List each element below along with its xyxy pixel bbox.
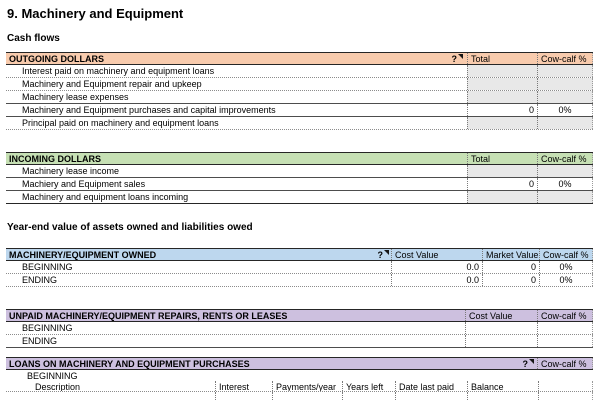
table-row: [6, 91, 593, 104]
column-header-cowcalf: Cow-calf %: [537, 310, 593, 321]
column-header-date-last-paid: Date last paid: [395, 381, 467, 391]
row-label: Machiery and Equipment sales: [22, 179, 146, 189]
table-row: [6, 78, 593, 91]
loans-entry-row: [6, 392, 593, 400]
description-cell[interactable]: [6, 392, 215, 400]
column-header-description: Description: [35, 382, 81, 391]
total-cell: [467, 65, 537, 77]
date-last-paid-cell[interactable]: [395, 392, 467, 400]
help-question-mark: ?: [377, 249, 383, 260]
cowcalf-cell: [537, 65, 593, 77]
page-title: 9. Machinery and Equipment: [7, 6, 184, 21]
cowcalf-cell: [537, 117, 593, 129]
column-header-interest: Interest: [215, 381, 272, 391]
column-header-total: Total: [467, 53, 537, 64]
column-header-cowcalf: Cow-calf %: [537, 53, 593, 64]
table-row: [6, 322, 593, 335]
incoming-header-row: [6, 152, 593, 165]
interest-cell[interactable]: [215, 392, 272, 400]
incoming-title: INCOMING DOLLARS: [9, 154, 101, 164]
row-label: Machinery and Equipment purchases and capital improvements: [22, 105, 276, 115]
cost-value-cell[interactable]: 0.0: [391, 274, 482, 286]
outgoing-header-row: [6, 52, 593, 65]
row-label: Machinery lease income: [22, 166, 120, 176]
help-question-mark: ?: [522, 358, 528, 369]
cowcalf-cell: [537, 191, 593, 203]
row-label: ENDING: [22, 336, 58, 346]
column-header-cost-value: Cost Value: [465, 310, 537, 321]
unpaid-header-row: [6, 309, 593, 322]
row-label: Machinery lease expenses: [22, 92, 129, 102]
loans-title: LOANS ON MACHINERY AND EQUIPMENT PURCHASES: [9, 358, 250, 369]
outgoing-dollars-table: [6, 52, 593, 130]
comment-indicator-icon: [458, 54, 463, 59]
loans-detail-header-row: [6, 381, 593, 392]
unpaid-title: UNPAID MACHINERY/EQUIPMENT REPAIRS, RENTS OR LEASES: [9, 311, 288, 321]
column-header-years-left: Years left: [342, 381, 395, 391]
column-header-balance: Balance: [467, 381, 538, 391]
table-row: [6, 261, 593, 274]
row-label: ENDING: [22, 275, 58, 285]
column-header-cowcalf: Cow-calf %: [537, 358, 593, 369]
loans-table: [6, 357, 593, 400]
table-row: [6, 191, 593, 204]
row-label: BEGINNING: [22, 262, 73, 272]
owned-table: [6, 248, 593, 287]
comment-indicator-icon: [529, 359, 534, 364]
cowcalf-cell: [537, 91, 593, 103]
cowcalf-cell[interactable]: 0%: [537, 178, 593, 190]
year-end-heading: Year-end value of assets owned and liabilities owed: [7, 222, 253, 233]
outgoing-header-cell: [6, 53, 467, 64]
table-row: [6, 274, 593, 287]
row-label: Machinery and Equipment repair and upkeep: [22, 79, 202, 89]
row-label: BEGINNING: [27, 371, 78, 381]
cowcalf-cell[interactable]: [537, 322, 593, 334]
table-row: [6, 117, 593, 130]
row-label: Machinery and equipment loans incoming: [22, 192, 189, 202]
row-label: Interest paid on machinery and equipment loans: [22, 66, 215, 76]
owned-title: MACHINERY/EQUIPMENT OWNED: [9, 249, 157, 260]
market-value-cell[interactable]: 0: [482, 274, 539, 286]
row-label: BEGINNING: [22, 323, 73, 333]
comment-indicator-icon: [384, 250, 389, 255]
cowcalf-cell[interactable]: 0%: [537, 104, 593, 116]
column-header-payments-year: Payments/year: [272, 381, 342, 391]
balance-cell[interactable]: [467, 392, 538, 400]
table-row: [6, 65, 593, 78]
cowcalf-cell[interactable]: [537, 335, 593, 347]
total-cell: [467, 117, 537, 129]
cowcalf-cell[interactable]: [538, 392, 593, 400]
total-cell: [467, 91, 537, 103]
cost-value-cell[interactable]: 0.0: [391, 261, 482, 273]
row-label: Principal paid on machinery and equipment loans: [22, 118, 219, 128]
loans-beginning-row: [6, 370, 593, 381]
table-row: [6, 335, 593, 348]
incoming-dollars-table: [6, 152, 593, 204]
total-cell[interactable]: 0: [467, 178, 537, 190]
cost-value-cell[interactable]: [465, 322, 537, 334]
total-cell: [467, 191, 537, 203]
table-row: [6, 165, 593, 178]
cowcalf-cell[interactable]: 0%: [539, 261, 593, 273]
column-header-market-value: Market Value: [482, 249, 539, 260]
column-header-cowcalf: Cow-calf %: [537, 153, 593, 164]
table-row: [6, 104, 593, 117]
total-cell: [467, 78, 537, 90]
cowcalf-cell: [537, 78, 593, 90]
loans-header-row: [6, 357, 593, 370]
column-header-cowcalf: Cow-calf %: [539, 249, 593, 260]
owned-header-row: [6, 248, 593, 261]
help-icon[interactable]: [452, 53, 464, 64]
cost-value-cell[interactable]: [465, 335, 537, 347]
help-icon[interactable]: [378, 249, 390, 260]
cowcalf-cell[interactable]: 0%: [539, 274, 593, 286]
help-icon[interactable]: [523, 358, 535, 369]
owned-header-cell: [6, 249, 391, 260]
unpaid-table: [6, 309, 593, 348]
years-left-cell[interactable]: [342, 392, 395, 400]
cash-flows-heading: Cash flows: [7, 33, 60, 44]
column-header-total: Total: [467, 153, 537, 164]
market-value-cell[interactable]: 0: [482, 261, 539, 273]
total-cell[interactable]: 0: [467, 104, 537, 116]
column-header-cost-value: Cost Value: [391, 249, 482, 260]
help-question-mark: ?: [451, 53, 457, 64]
cowcalf-cell: [537, 165, 593, 177]
column-header-blank: [538, 381, 593, 391]
outgoing-title: OUTGOING DOLLARS: [9, 53, 104, 64]
loans-header-cell: [6, 358, 537, 369]
payments-year-cell[interactable]: [272, 392, 342, 400]
total-cell: [467, 165, 537, 177]
table-row: [6, 178, 593, 191]
